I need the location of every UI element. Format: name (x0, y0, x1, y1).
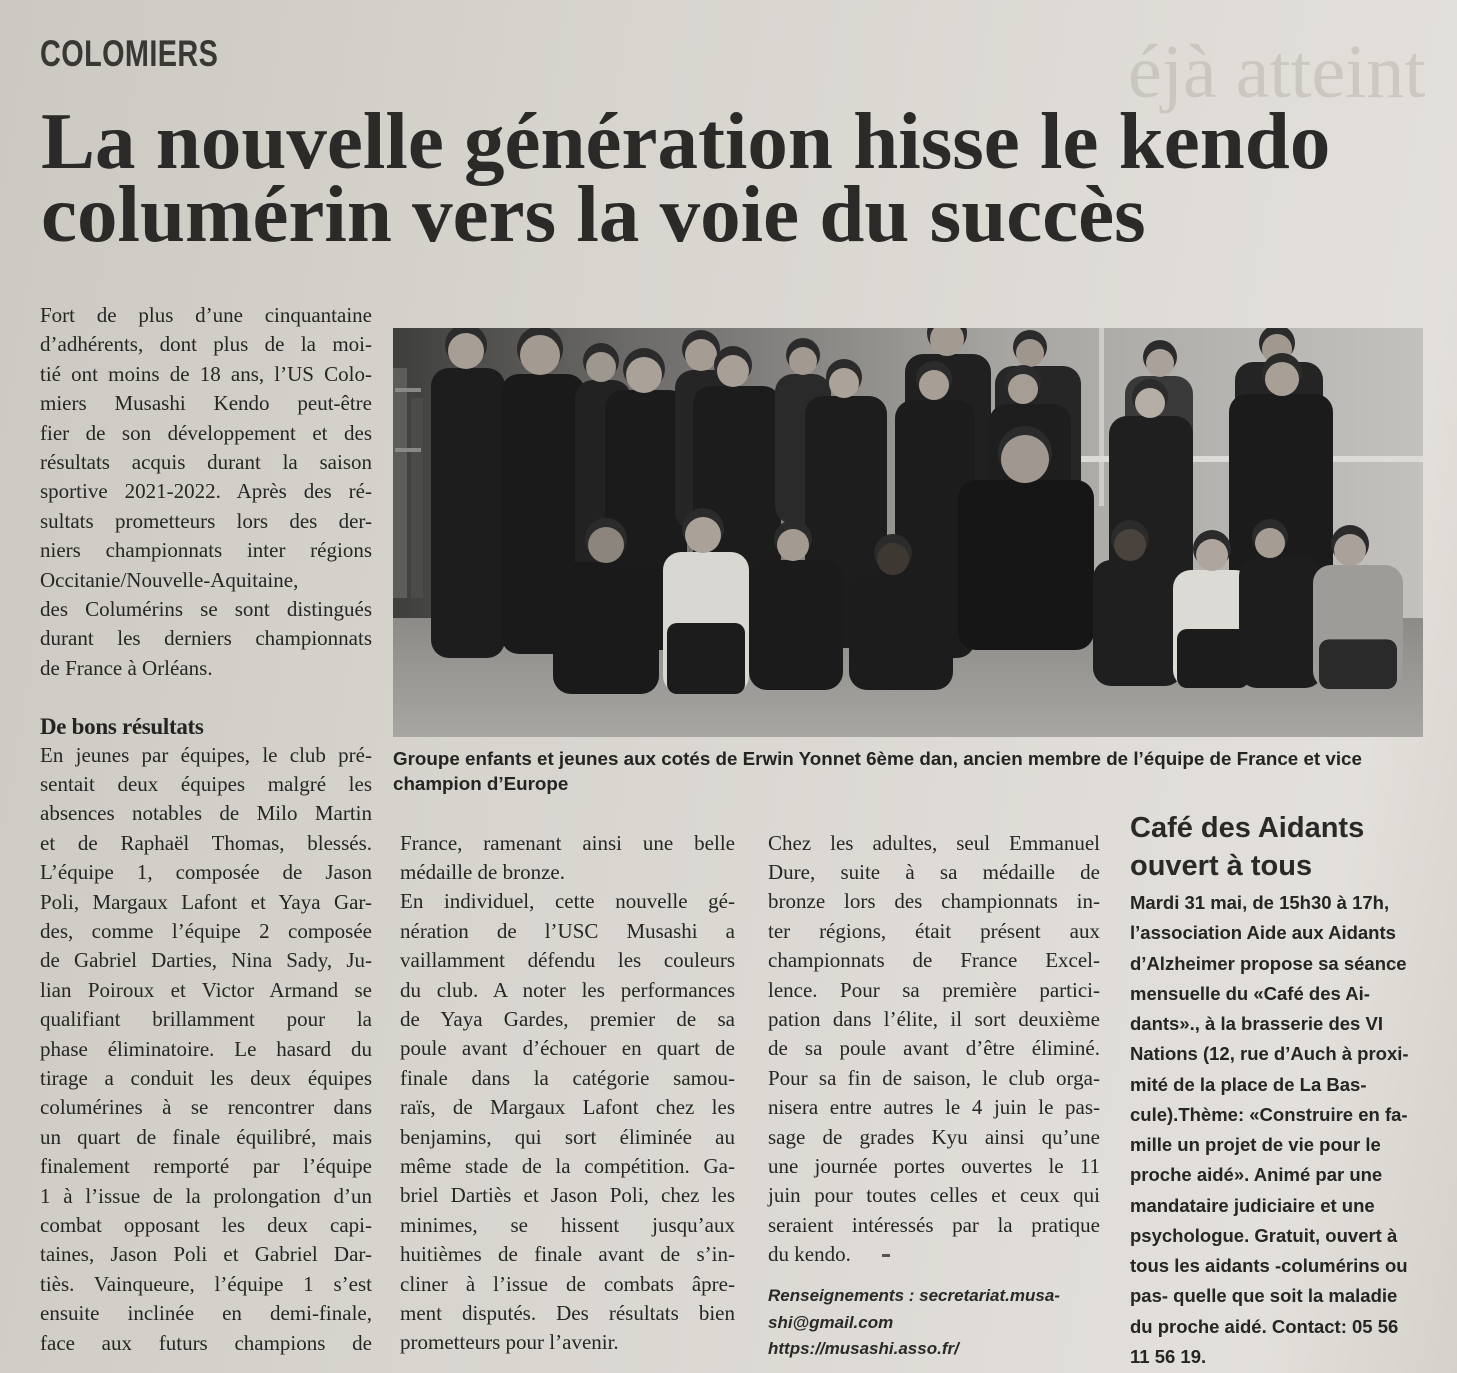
person-face (1135, 388, 1165, 418)
sidebar-title-line: ouvert à tous (1130, 850, 1313, 882)
sidebar-line: dants»., à la brasserie des VI (1130, 1013, 1383, 1035)
person-face (777, 529, 809, 561)
photo-caption (393, 746, 1362, 796)
person-face (685, 339, 717, 371)
text-line: durant les derniers championnats (40, 626, 372, 651)
sidebar-line: mensuelle du «Café des Ai- (1130, 982, 1370, 1004)
person-body (749, 560, 843, 690)
text-line: ensuite inclinée en demi-finale, (40, 1301, 372, 1326)
person-face (626, 357, 662, 393)
text-line: Dure, suite à sa médaille de (768, 859, 1100, 884)
person-face (717, 355, 749, 387)
article-end-mark (882, 1254, 890, 1257)
text-line: tiès. Vainqueure, l’équipe 1 s’est (40, 1271, 372, 1296)
section-label: COLOMIERS (40, 33, 219, 74)
sidebar-title (1130, 809, 1364, 885)
text-line: championnats de France Excel- (768, 948, 1100, 973)
text-line: ment disputés. Des résultats bien (400, 1301, 735, 1325)
person-body (849, 574, 953, 690)
sidebar-line: Nations (12, rue d’Auch à proxi- (1130, 1043, 1409, 1065)
group-photo (393, 328, 1423, 737)
group-photo-image (393, 328, 1423, 737)
text-line: tirage a conduit les deux équipes (40, 1065, 372, 1090)
person-face (1146, 349, 1174, 377)
sidebar-line: proche aidé». Animé par une (1130, 1164, 1383, 1186)
bleed-through-text: éjà atteint (1128, 30, 1426, 114)
person-standing (431, 328, 505, 658)
text-line: vaillamment défendu les couleurs (400, 948, 735, 973)
text-line: juin pour toutes celles et ceux qui (768, 1183, 1100, 1208)
person-face (588, 527, 624, 563)
person-face (1114, 529, 1146, 561)
person-face (448, 333, 484, 369)
text-line: taines, Jason Poli et Gabriel Dar- (40, 1242, 372, 1267)
text-line: pation dans l’élite, il sort deuxième (768, 1006, 1100, 1031)
person-body (431, 368, 505, 658)
window-pane (395, 388, 421, 392)
text-line: nération de l’USC Musashi a (400, 918, 735, 943)
text-line: des Columérins se sont distingués (40, 597, 372, 622)
intro-paragraph (40, 301, 372, 683)
text-line: médaille de bronze. (400, 859, 566, 884)
text-line: nisera entre autres le 4 juin le pas- (768, 1095, 1100, 1120)
sidebar-line: mandataire judiciaire et une (1130, 1194, 1375, 1216)
text-line: des, comme l’équipe 2 composée (40, 918, 372, 943)
person-face (829, 368, 859, 398)
text-line: seraient intéressés par la pratique (768, 1212, 1100, 1237)
text-line: ter régions, était présent aux (768, 918, 1100, 943)
text-line: finale dans la catégorie samou- (400, 1065, 735, 1090)
text-line: France, ramenant ainsi une belle (400, 830, 735, 855)
person-shorts (1319, 639, 1397, 689)
subheading: De bons résultats (40, 714, 204, 739)
text-line: minimes, se hissent jusqu’aux (400, 1212, 735, 1237)
text-line: benjamins, qui sort éliminée au (400, 1124, 735, 1149)
sidebar-line: cule).Thème: «Construire en fa- (1130, 1103, 1408, 1125)
text-line: fier de son développement et des (40, 420, 372, 445)
sidebar-line: Mardi 31 mai, de 15h30 à 17h, (1130, 892, 1390, 913)
headline (41, 96, 1331, 259)
text-line: miers Musashi Kendo peut-être (40, 391, 372, 416)
person-face (1016, 339, 1044, 367)
headline-line: La nouvelle génération hisse le kendo (41, 96, 1331, 186)
text-line: Fort de plus d’une cinquantaine (40, 303, 372, 327)
sidebar-line: mille un projet de vie pour le (1130, 1134, 1381, 1156)
text-line: En individuel, cette nouvelle gé- (400, 889, 735, 914)
photo-door-frame (1099, 328, 1104, 506)
text-line: sage de grades Kyu ainsi qu’une (768, 1124, 1100, 1149)
sidebar-line: pas- quelle que soit la maladie (1130, 1285, 1398, 1307)
text-line: 1 à l’issue de la prolongation d’un (40, 1183, 372, 1208)
article-column-3 (768, 829, 1100, 1270)
person-face (1001, 435, 1049, 483)
text-line: raïs, de Margaux Lafont chez les (400, 1095, 735, 1120)
text-line: Chez les adultes, seul Emmanuel (768, 830, 1100, 855)
window-pane (395, 448, 421, 452)
text-line: résultats acquis durant la saison (40, 450, 372, 475)
article-column-2 (400, 829, 735, 1358)
text-line: et de Raphaël Thomas, blessés. (40, 830, 372, 855)
text-line: un quart de finale équilibré, mais (40, 1124, 372, 1149)
person-face (1255, 528, 1285, 558)
contact-line: Renseignements : secretariat.musa- (768, 1286, 1060, 1305)
person-face (1265, 362, 1299, 396)
text-line: cliner à l’issue de combats âpre- (400, 1271, 735, 1296)
text-line: tié ont moins de 18 ans, l’US Colo- (40, 361, 372, 386)
caption-line: champion d’Europe (393, 772, 569, 794)
text-line: de France à Orléans. (40, 655, 213, 680)
window-pane (393, 368, 407, 598)
photo-people (431, 328, 1403, 694)
person-body (553, 562, 659, 694)
person-face (1008, 374, 1038, 404)
sidebar-body (1130, 888, 1409, 1372)
article-column-1 (40, 741, 372, 1359)
text-line: qualifiant brillamment pour la (40, 1007, 372, 1032)
text-line: huitièmes de finale avant de s’in- (400, 1242, 735, 1267)
text-line: lian Poiroux et Victor Armand se (40, 977, 372, 1002)
person-face (586, 352, 616, 382)
text-line: sultats prometteurs lors des der- (40, 508, 372, 533)
person-face (520, 335, 560, 375)
text-line: combat opposant les deux capi- (40, 1213, 372, 1237)
sidebar-line: d’Alzheimer propose sa séance (1130, 952, 1407, 974)
text-line: columérines à se rencontrer dans (40, 1095, 372, 1120)
sidebar-line: l’association Aide aux Aidants (1130, 922, 1396, 944)
person-body (1239, 558, 1323, 688)
person-face (877, 543, 909, 575)
photo-barre-post (1343, 462, 1347, 532)
contact-line: https://musashi.asso.fr/ (768, 1339, 959, 1358)
text-line: sentait deux équipes malgré les (40, 771, 372, 796)
sidebar-title-line: Café des Aidants (1130, 812, 1365, 844)
text-line: même stade de la compétition. Ga- (400, 1153, 735, 1178)
person-hakama (667, 623, 745, 694)
text-line: une journée portes ouvertes le 11 (768, 1153, 1100, 1178)
person-hakama (1177, 629, 1249, 688)
headline-line: columérin vers la voie du succès (41, 169, 1146, 259)
text-line: Occitanie/Nouvelle-Aquitaine, (40, 567, 299, 592)
text-line: de Gabriel Darties, Nina Sady, Ju- (40, 948, 372, 973)
sidebar-line: du proche aidé. Contact: 05 56 (1130, 1315, 1399, 1337)
text-line: Pour sa fin de saison, le club orga- (768, 1065, 1100, 1090)
sidebar-line: 11 56 19. (1130, 1345, 1207, 1367)
caption-line: Groupe enfants et jeunes aux cotés de Erwin Yonnet 6ème dan, ancien membre de l’équipe de France et vice (393, 747, 1362, 769)
text-line: sportive 2021-2022. Après des ré- (40, 479, 372, 504)
person-face (1196, 539, 1228, 571)
text-line: de Yaya Gardes, premier de sa (400, 1006, 735, 1031)
contact-info (768, 1283, 1060, 1363)
sidebar-line: mité de la place de La Bas- (1130, 1073, 1367, 1095)
text-line: du club. A noter les performances (400, 977, 735, 1002)
text-line: poule avant d’échouer en quart de (400, 1036, 735, 1061)
person-face (1334, 534, 1366, 566)
text-line: de sa poule avant d’être éliminé. (768, 1036, 1100, 1061)
text-line: niers championnats inter régions (40, 538, 372, 563)
text-line: finalement remporté par l’équipe (40, 1154, 372, 1179)
text-line: du kendo. (768, 1242, 851, 1267)
sidebar-line: tous les aidants -columérins ou (1130, 1255, 1408, 1277)
person-face (919, 370, 949, 400)
person-body (958, 480, 1094, 650)
person-body (1093, 560, 1183, 686)
window-pane (411, 398, 423, 598)
text-line: L’équipe 1, composée de Jason (40, 860, 372, 885)
text-line: d’adhérents, dont plus de la moi- (40, 332, 372, 357)
text-line: briel Dartiès et Jason Poli, chez les (400, 1183, 735, 1208)
person-face (789, 347, 817, 375)
text-line: absences notables de Milo Martin (40, 801, 372, 826)
text-line: Poli, Margaux Lafont et Yaya Gar- (40, 889, 372, 914)
text-line: bronze lors des championnats in- (768, 889, 1100, 914)
person-face (685, 517, 721, 553)
text-line: lence. Pour sa première partici- (768, 977, 1100, 1002)
text-line: phase éliminatoire. Le hasard du (40, 1036, 372, 1061)
text-line: face aux futurs champions de (40, 1330, 372, 1355)
sidebar-line: psychologue. Gratuit, ouvert à (1130, 1224, 1398, 1246)
text-line: En jeunes par équipes, le club pré- (40, 742, 372, 767)
text-line: prometteurs pour l’avenir. (400, 1330, 619, 1355)
contact-line: shi@gmail.com (768, 1312, 894, 1332)
